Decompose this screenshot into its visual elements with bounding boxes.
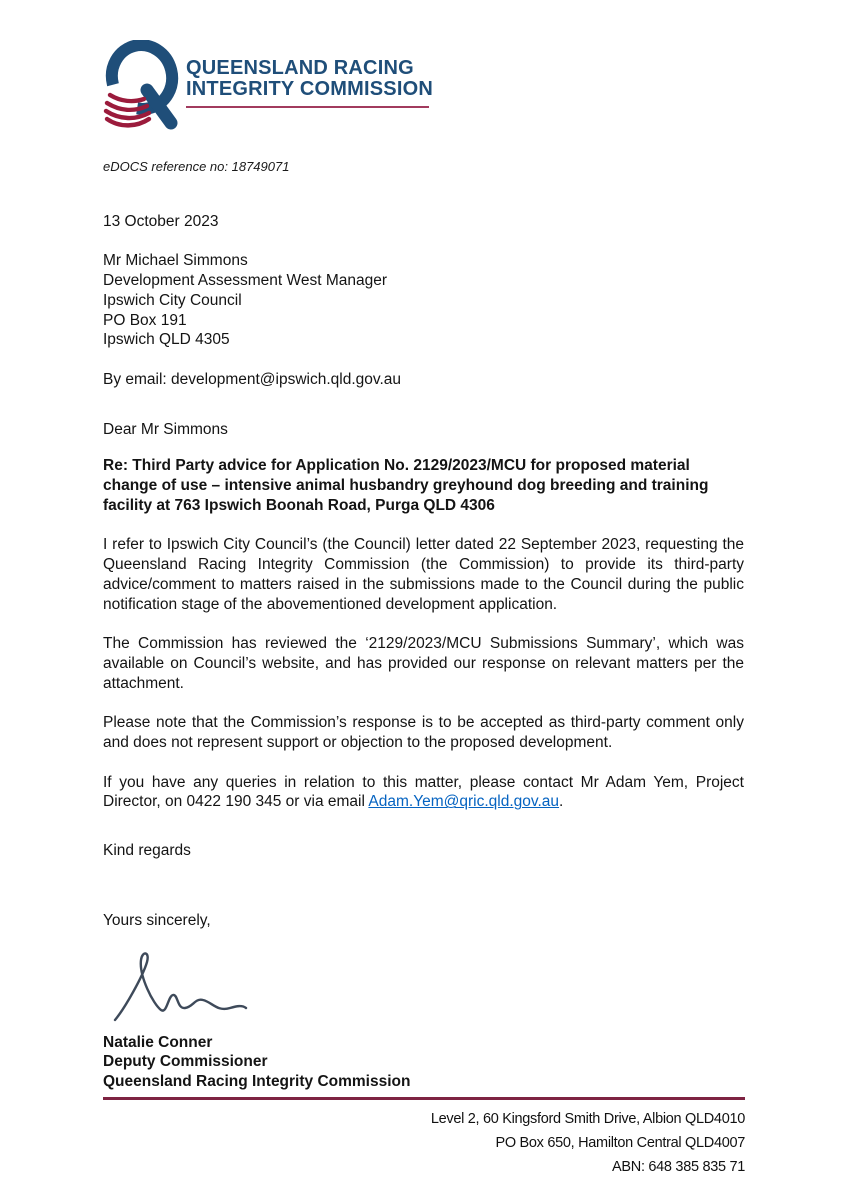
logo-line-2: INTEGRITY COMMISSION	[186, 78, 433, 100]
contact-email-link[interactable]: Adam.Yem@qric.qld.gov.au	[368, 793, 560, 811]
signature-icon	[109, 938, 259, 1030]
recipient-po-box: PO Box 191	[103, 311, 187, 329]
handwritten-signature	[109, 938, 744, 1030]
body-paragraph-2: The Commission has reviewed the ‘2129/2023/MCU Submissions Summary’, which was available on Council’s website, and has provided our response on relevant matters per the attachment.	[103, 635, 744, 692]
contact-text-before: If you have any queries in relation to this matter, please contact Mr Adam Yem, Project Director, on 0422 190 345 or via email	[103, 773, 744, 811]
recipient-locality: Ipswich QLD 4305	[103, 331, 230, 349]
recipient-role: Development Assessment West Manager	[103, 272, 388, 290]
contact-text-after: .	[559, 793, 564, 811]
signatory-name: Natalie Conner	[103, 1033, 213, 1051]
footer-address-line-1: Level 2, 60 Kingsford Smith Drive, Albion QLD4010	[430, 1111, 745, 1127]
recipient-organisation: Ipswich City Council	[103, 291, 242, 309]
signatory-block	[103, 1033, 744, 1092]
edocs-reference: eDOCS reference no: 18749071	[103, 159, 290, 174]
footer-address-block	[103, 1107, 745, 1179]
letter-date: 13 October 2023	[103, 212, 219, 230]
subject-line: Re: Third Party advice for Application No. 2129/2023/MCU for proposed material change of use – intensive animal husbandry greyhound dog breeding and training facility at 763 Ipswich Boonah Road, Purga QLD 4306	[103, 457, 709, 514]
valediction-line: Yours sincerely,	[103, 911, 211, 929]
recipient-address-block	[103, 251, 744, 350]
body-paragraph-1: I refer to Ipswich City Council’s (the Council) letter dated 22 September 2023, requesting the Queensland Racing Integrity Commission (the Commission) to provide its third-party advice/comment to matters raised in the submissions made to the Council during the public notification stage of the abovementioned development application.	[103, 536, 744, 613]
logo-line-1: QUEENSLAND RACING	[186, 57, 414, 79]
by-email-line: By email: development@ipswich.qld.gov.au	[103, 370, 402, 388]
closing-line: Kind regards	[103, 842, 191, 860]
footer-rule	[103, 1097, 745, 1100]
qric-logo	[103, 40, 744, 130]
logo-underline	[186, 106, 429, 108]
body-paragraph-4	[103, 773, 744, 812]
qric-logo-text	[186, 58, 433, 108]
footer-abn: ABN: 648 385 835 71	[612, 1159, 745, 1175]
signatory-title: Deputy Commissioner	[103, 1053, 268, 1071]
body-paragraph-3: Please note that the Commission’s response is to be accepted as third-party comment only and does not represent support or objection to the proposed development.	[103, 714, 744, 752]
footer-address-line-2: PO Box 650, Hamilton Central QLD4007	[495, 1135, 745, 1151]
recipient-name: Mr Michael Simmons	[103, 252, 248, 270]
salutation: Dear Mr Simmons	[103, 420, 228, 438]
letter-footer	[103, 1097, 745, 1179]
signatory-organisation: Queensland Racing Integrity Commission	[103, 1072, 411, 1090]
qric-q-logo-icon	[103, 40, 179, 130]
